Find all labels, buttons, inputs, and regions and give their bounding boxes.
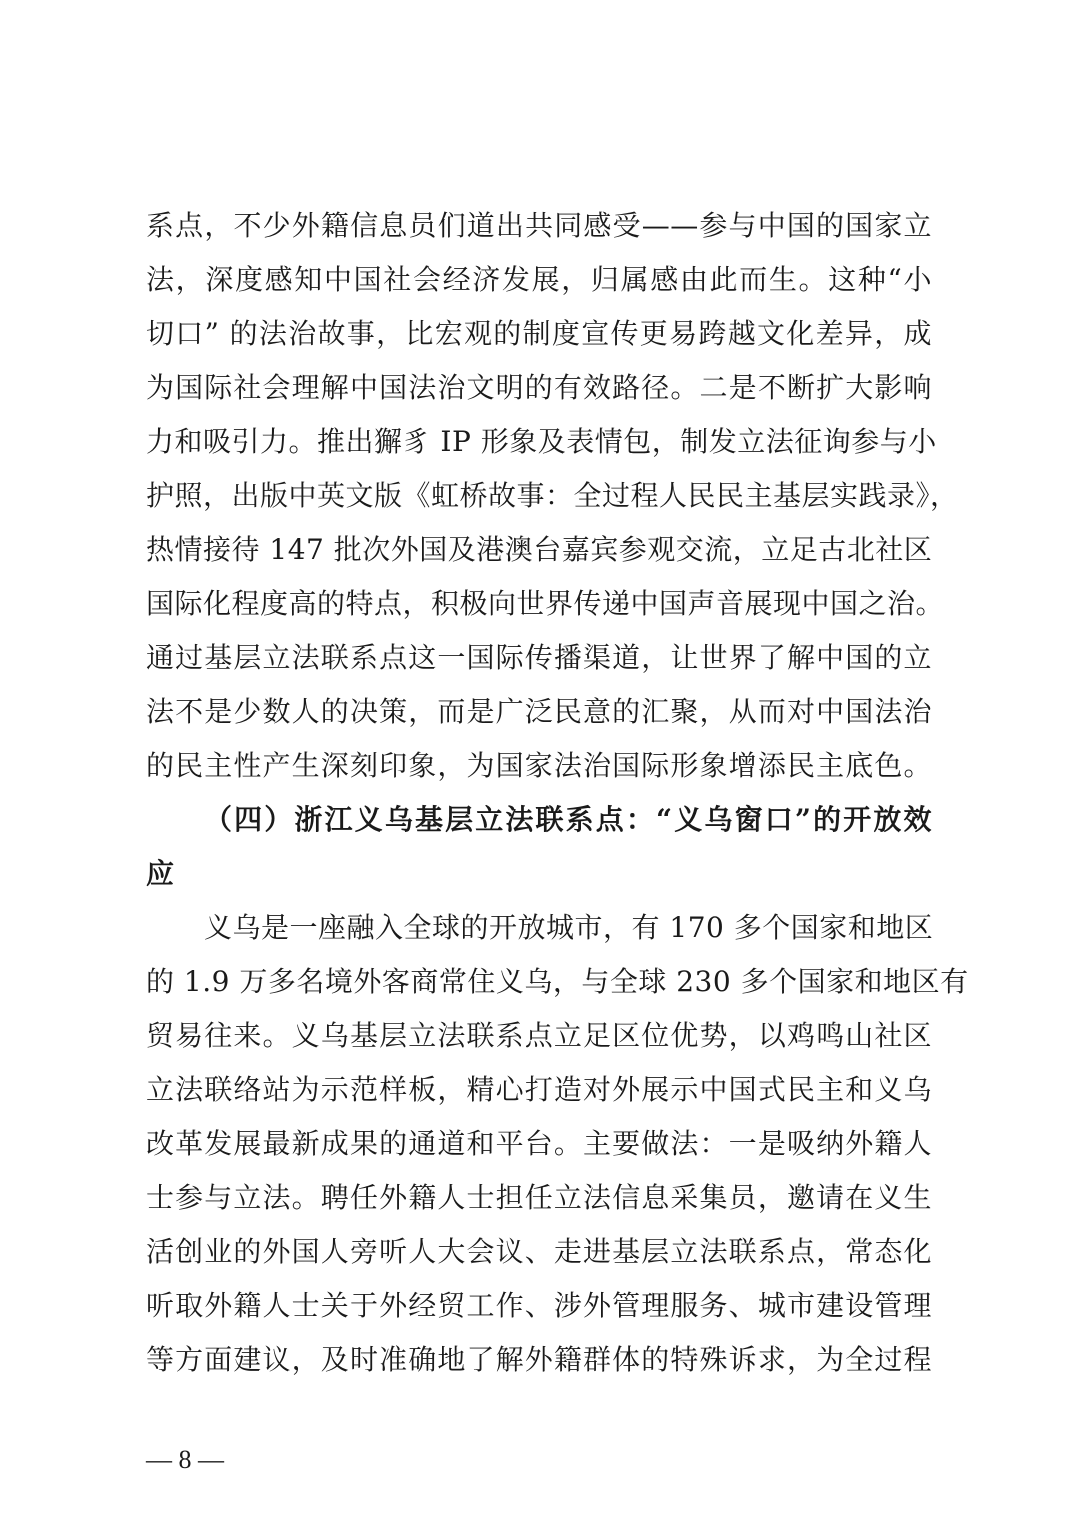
- paragraph-1-line-10: 法不是少数人的决策，而是广泛民意的汇聚，从而对中国法治: [146, 695, 932, 728]
- paragraph-2-line-1: 义乌是一座融入全球的开放城市，有 170 多个国家和地区: [204, 911, 934, 944]
- paragraph-2-line-7: 活创业的外国人旁听人大会议、走进基层立法联系点，常态化: [146, 1235, 932, 1268]
- paragraph-1-line-4: 为国际社会理解中国法治文明的有效路径。二是不断扩大影响: [146, 371, 932, 404]
- paragraph-2-line-4: 立法联络站为示范样板，精心打造对外展示中国式民主和义乌: [146, 1073, 932, 1106]
- paragraph-2-line-5: 改革发展最新成果的通道和平台。主要做法：一是吸纳外籍人: [146, 1127, 932, 1160]
- paragraph-1-line-9: 通过基层立法联系点这一国际传播渠道，让世界了解中国的立: [146, 641, 932, 674]
- paragraph-2-line-8: 听取外籍人士关于外经贸工作、涉外管理服务、城市建设管理: [146, 1289, 932, 1322]
- paragraph-1-line-6: 护照，出版中英文版《虹桥故事：全过程人民民主基层实践录》，: [146, 479, 959, 512]
- section-heading-line-2: 应: [146, 857, 175, 890]
- paragraph-1-line-7: 热情接待 147 批次外国及港澳台嘉宾参观交流，立足古北社区: [146, 533, 933, 566]
- paragraph-1-line-2: 法，深度感知中国社会经济发展，归属感由此而生。这种“小: [146, 263, 932, 296]
- paragraph-2-line-6: 士参与立法。聘任外籍人士担任立法信息采集员，邀请在义生: [146, 1181, 932, 1214]
- paragraph-1-line-11: 的民主性产生深刻印象，为国家法治国际形象增添民主底色。: [146, 749, 932, 782]
- paragraph-1-line-8: 国际化程度高的特点，积极向世界传递中国声音展现中国之治。: [146, 587, 945, 620]
- section-heading-line-1: （四）浙江义乌基层立法联系点：“义乌窗口”的开放效: [204, 803, 932, 836]
- paragraph-1-line-1: 系点，不少外籍信息员们道出共同感受——参与中国的国家立: [146, 209, 932, 242]
- paragraph-2-line-9: 等方面建议，及时准确地了解外籍群体的特殊诉求，为全过程: [146, 1343, 932, 1376]
- page-number: — 8 —: [146, 1445, 224, 1474]
- paragraph-1-line-5: 力和吸引力。推出獬豸 IP 形象及表情包，制发立法征询参与小: [146, 425, 937, 458]
- paragraph-1-line-3: 切口” 的法治故事，比宏观的制度宣传更易跨越文化差异，成: [146, 317, 932, 350]
- paragraph-2-line-3: 贸易往来。义乌基层立法联系点立足区位优势，以鸡鸣山社区: [146, 1019, 932, 1052]
- paragraph-2-line-2: 的 1.9 万多名境外客商常住义乌，与全球 230 多个国家和地区有: [146, 965, 969, 998]
